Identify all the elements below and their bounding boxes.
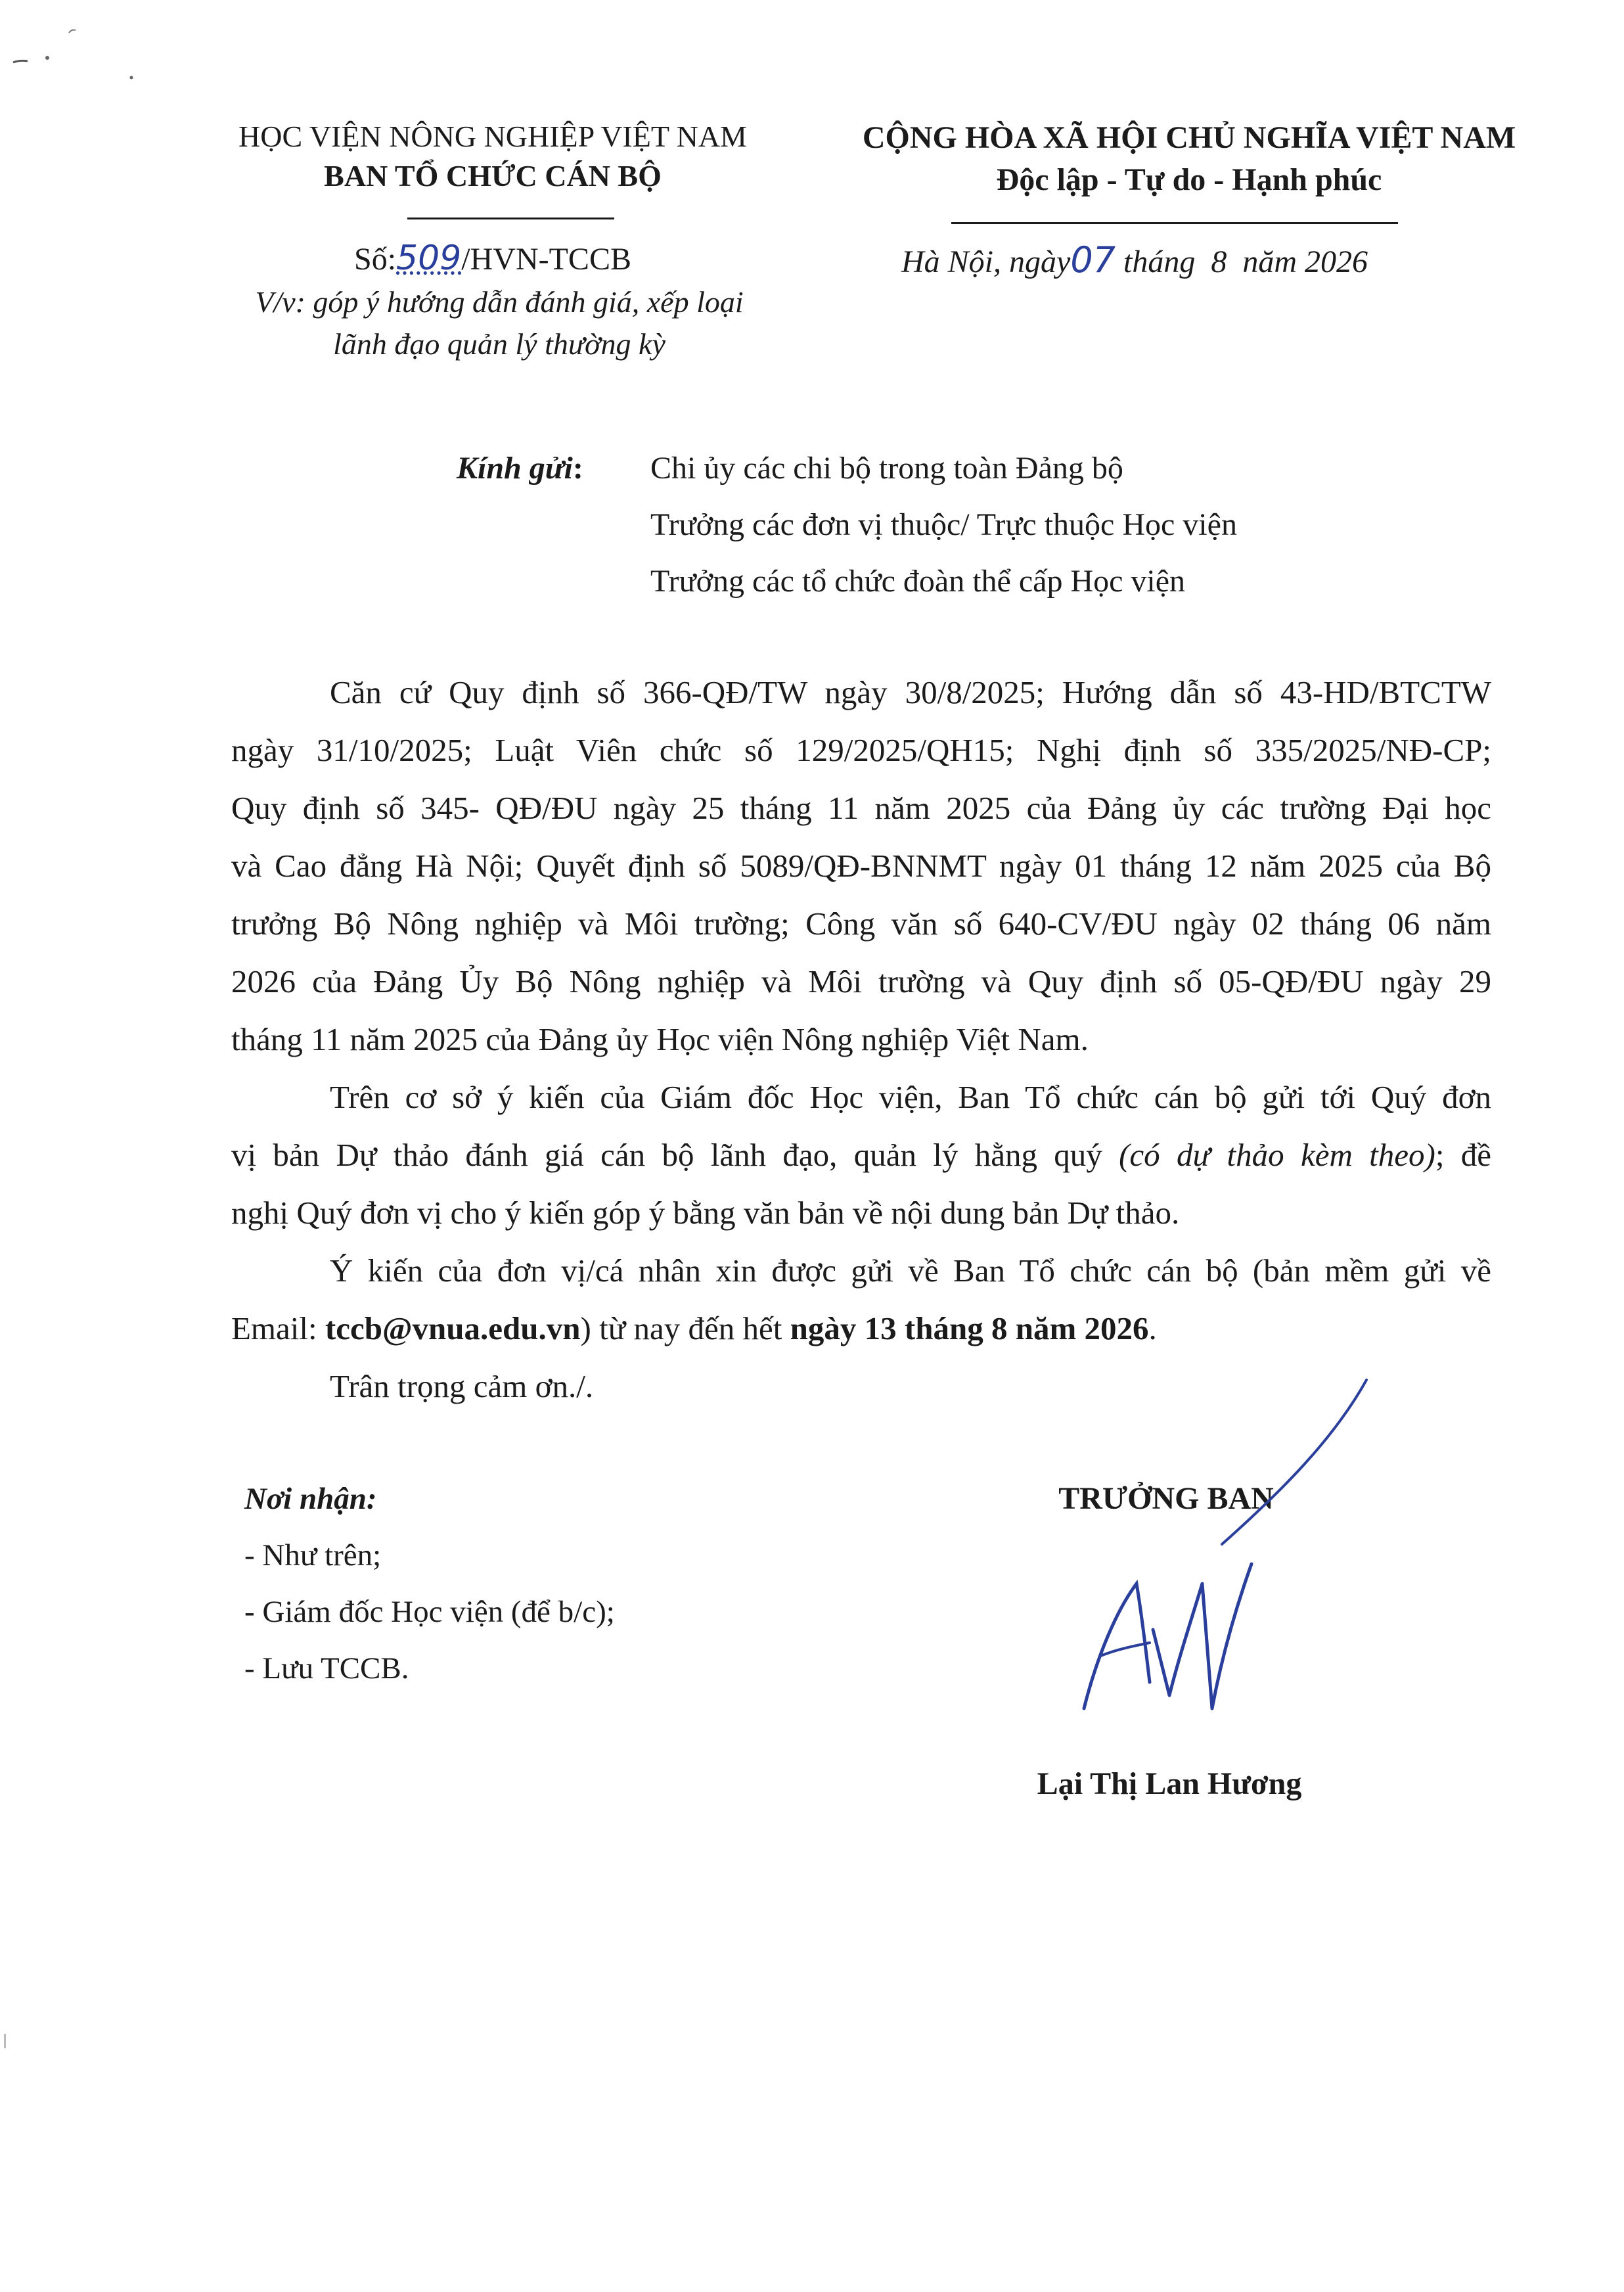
doc-number [250,235,736,283]
noi-nhan-item: - Lưu TCCB. [244,1651,409,1685]
body-text-run: . [1148,1310,1157,1346]
handwritten-signature [1025,1367,1393,1735]
date-rest: tháng 8 năm 2026 [1123,244,1368,279]
doc-number-prefix: Số: [354,242,397,277]
body-line [231,1300,1491,1358]
header-left [164,117,821,196]
org-unit: BAN TỔ CHỨC CÁN BỘ [324,159,662,193]
header-right-rule [951,222,1398,224]
paragraph-request [231,1068,1491,1242]
national-title: CỘNG HÒA XÃ HỘI CHỦ NGHĨA VIỆT NAM [862,120,1516,155]
noi-nhan-item: - Giám đốc Học viện (để b/c); [244,1595,615,1629]
subject-line-1: V/v: góp ý hướng dẫn đánh giá, xếp loại [255,285,744,319]
noi-nhan [244,1471,836,1697]
recipient-line: Chi ủy các chi bộ trong toàn Đảng bộ [650,451,1123,486]
doc-number-suffix: /HVN-TCCB [461,242,631,277]
body-text-run: vị bản Dự thảo đánh giá cán bộ lãnh đạo, quản lý hằng quý [231,1137,1119,1173]
recipients-list [650,440,1504,610]
subject-line-2: lãnh đạo quản lý thường kỳ [333,327,665,361]
body-line: trưởng Bộ Nông nghiệp và Môi trường; Công văn số 640-CV/ĐU ngày 02 tháng 06 năm [231,905,1491,942]
body-line: Trên cơ sở ý kiến của Giám đốc Học viện, Ban Tổ chức cán bộ gửi tới Quý đơn [330,1079,1491,1115]
date-day-handwritten: 07 [1070,239,1116,281]
body-line: Ý kiến của đơn vị/cá nhân xin được gửi về Ban Tổ chức cán bộ (bản mềm gửi về [330,1252,1491,1289]
recipient-line: Trưởng các tổ chức đoàn thể cấp Học viện [650,564,1186,599]
header-right [811,117,1567,201]
date-prefix: Hà Nội, ngày [901,244,1071,279]
body-text-run: ) từ nay đến hết [580,1310,790,1346]
doc-number-handwritten: 509 [396,239,462,278]
noi-nhan-label: Nơi nhận: [244,1482,377,1516]
body-text-run: Email: [231,1310,325,1346]
recipient-line: Trưởng các đơn vị thuộc/ Trực thuộc Học viện [650,507,1237,542]
deadline: ngày 13 tháng 8 năm 2026 [790,1310,1149,1346]
body-line: 2026 của Đảng Ủy Bộ Nông nghiệp và Môi trường và Quy định số 05-QĐ/ĐU ngày 29 [231,963,1491,999]
recipients-label-colon: : [572,451,583,486]
recipients-label [457,440,583,497]
date-line [901,235,1558,287]
body-line: Căn cứ Quy định số 366-QĐ/TW ngày 30/8/2025; Hướng dẫn số 43-HD/BTCTW [330,674,1491,710]
noi-nhan-item: - Như trên; [244,1538,382,1572]
body-line: tháng 11 năm 2025 của Đảng ủy Học viện Nông nghiệp Việt Nam. [231,1021,1089,1057]
body-text-run: ; đề [1435,1137,1492,1173]
signature-title: TRƯỞNG BAN [1058,1481,1274,1516]
attachment-note: (có dự thảo kèm theo) [1119,1137,1435,1173]
body-line: Quy định số 345- QĐ/ĐU ngày 25 tháng 11 năm 2025 của Đảng ủy các trường Đại học [231,790,1491,826]
signer-name: Lại Thị Lan Hương [1037,1766,1302,1801]
closing-line: Trân trọng cảm ơn./. [330,1368,594,1404]
org-parent: HỌC VIỆN NÔNG NGHIỆP VIỆT NAM [238,120,747,153]
paragraph-legal-basis [231,664,1491,1068]
motto: Độc lập - Tự do - Hạnh phúc [996,162,1382,197]
body [231,664,1491,1415]
body-line: nghị Quý đơn vị cho ý kiến góp ý bằng văn bản về nội dung bản Dự thảo. [231,1195,1180,1231]
body-line: và Cao đẳng Hà Nội; Quyết định số 5089/QĐ-BNNMT ngày 01 tháng 12 năm 2025 của Bộ [231,848,1491,884]
recipients-label-text: Kính gửi [457,451,573,486]
scan-edge [4,2034,6,2048]
scan-mark [0,0,171,105]
body-line [231,1126,1491,1184]
header-left-rule [407,218,614,219]
email-address: tccb@vnua.edu.vn [325,1310,581,1346]
paragraph-submission [231,1242,1491,1358]
body-line: ngày 31/10/2025; Luật Viên chức số 129/2025/QH15; Nghị định số 335/2025/NĐ-CP; [231,732,1491,768]
subject [204,281,795,365]
